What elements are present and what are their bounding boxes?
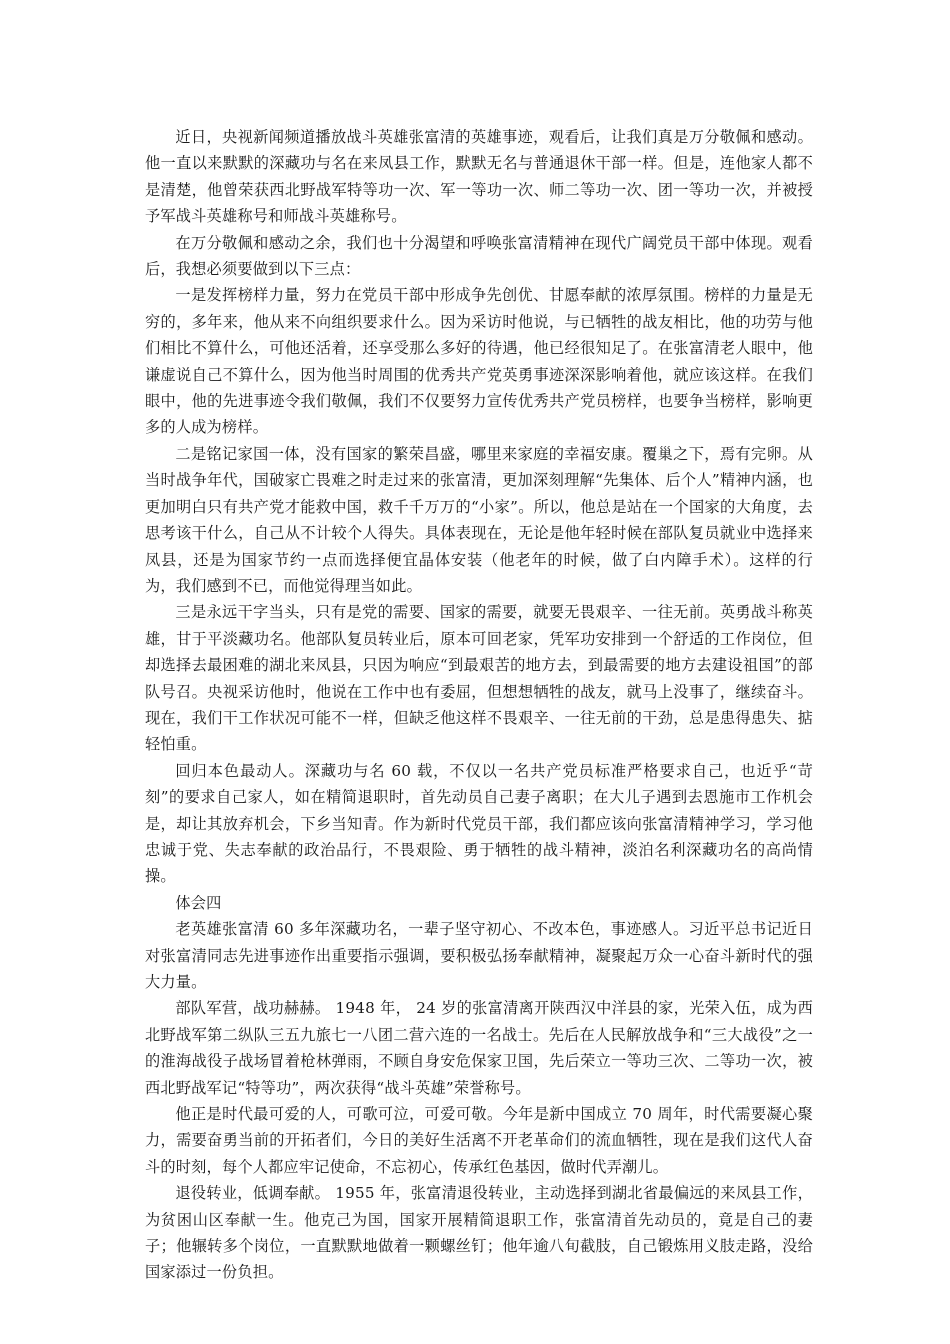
document-body xyxy=(145,124,813,1286)
paragraph-point-two: 二是铭记家国一体，没有国家的繁荣昌盛，哪里来家庭的幸福安康。覆巢之下，焉有完卵。从当时战争年代，国破家亡畏难之时走过来的张富清，更加深刻理解“先集体、后个人”精神内涵，也更加明白只有共产党才能救中国，救千千万万的“小家”。所以，他总是站在一个国家的大角度，去思考该干什么，自己从不计较个人得失。具体表现在，无论是他年轻时候在部队复员就业中选择来凤县，还是为国家节约一点而选择便宜晶体安装（他老年的时候，做了白内障手术）。这样的行为，我们感到不已，而他觉得理当如此。 xyxy=(145,444,813,595)
paragraph-three-points: 在万分敬佩和感动之余，我们也十分渴望和呼唤张富清精神在现代广阔党员干部中体现。观看后，我想必须要做到以下三点： xyxy=(145,233,813,279)
paragraph-point-one: 一是发挥榜样力量，努力在党员干部中形成争先创优、甘愿奉献的浓厚氛围。榜样的力量是无穷的，多年来，他从来不向组织要求什么。因为采访时他说，与已牺牲的战友相比，他的功劳与他们相比不算什么，可他还活着，还享受那么多好的待遇，他已经很知足了。在张富清老人眼中，他谦虚说自己不算什么，因为他当时周围的优秀共产党英勇事迹深深影响着他，就应该这样。在我们眼中，他的先进事迹令我们敬佩，我们不仅要努力宣传优秀共产党员榜样，也要争当榜样，影响更多的人成为榜样。 xyxy=(145,286,813,437)
paragraph-intro: 近日，央视新闻频道播放战斗英雄张富清的英雄事迹，观看后，让我们真是万分敬佩和感动。他一直以来默默的深藏功与名在来凤县工作，默默无名与普通退休干部一样。但是，连他家人都不是清楚，他曾荣获西北野战军特等功一次、军一等功一次、师二等功一次、团一等功一次，并被授予军战斗英雄称号和师战斗英雄称号。 xyxy=(145,128,813,226)
paragraph-retirement: 退役转业，低调奉献。 1955 年，张富清退役转业，主动选择到湖北省最偏远的来凤县工作，为贫困山区奉献一生。他克己为国，国家开展精简退职工作，张富清首先动员的，竟是自己的妻子；他辗转多个岗位，一直默默地做着一颗螺丝钉；他年逾八旬截肢，自己锻炼用义肢走路，没给国家添过一份负担。 xyxy=(145,1184,813,1282)
paragraph-point-three: 三是永远干字当头，只有是党的需要、国家的需要，就要无畏艰辛、一往无前。英勇战斗称英雄，甘于平淡藏功名。他部队复员转业后，原本可回老家，凭军功安排到一个舒适的工作岗位，但却选择去最困难的湖北来凤县，只因为响应“到最艰苦的地方去，到最需要的地方去建设祖国”的部队号召。央视采访他时，他说在工作中也有委屈，但想想牺牲的战友，就马上没事了，继续奋斗。现在，我们干工作状况可能不一样，但缺乏他这样不畏艰辛、一往无前的干劲，总是患得患失、掂轻怕重。 xyxy=(145,603,813,754)
paragraph-section-intro: 老英雄张富清 60 多年深藏功名，一辈子坚守初心、不改本色，事迹感人。习近平总书记近日对张富清同志先进事迹作出重要指示强调，要积极弘扬奉献精神，凝聚起万众一心奋斗新时代的强大力量。 xyxy=(145,920,813,991)
section-heading: 体会四 xyxy=(175,893,222,912)
paragraph-era: 他正是时代最可爱的人，可歌可泣，可爱可敬。今年是新中国成立 70 周年，时代需要凝心聚力，需要奋勇当前的开拓者们，今日的美好生活离不开老革命们的流血牺牲，现在是我们这代人奋斗的时刻，每个人都应牢记使命，不忘初心，传承红色基因，做时代弄潮儿。 xyxy=(145,1105,813,1176)
paragraph-conclusion: 回归本色最动人。深藏功与名 60 载，不仅以一名共产党员标准严格要求自己，也近乎“苛刻”的要求自己家人，如在精简退职时，首先动员自己妻子离职；在大儿子遇到去恩施市工作机会是，却让其放弃机会，下乡当知青。作为新时代党员干部，我们都应该向张富清精神学习，学习他忠诚于党、失志奉献的政治品行，不畏艰险、勇于牺牲的战斗精神，淡泊名利深藏功名的高尚情操。 xyxy=(145,761,813,886)
paragraph-military: 部队军营，战功赫赫。 1948 年， 24 岁的张富清离开陕西汉中洋县的家，光荣入伍，成为西北野战军第二纵队三五九旅七一八团二营六连的一名战士。先后在人民解放战争和“三大战役”之一的淮海战役子战场冒着枪林弹雨，不顾自身安危保家卫国，先后荣立一等功三次、二等功一次，被西北野战军记“特等功”，两次获得“战斗英雄”荣誉称号。 xyxy=(145,999,813,1097)
